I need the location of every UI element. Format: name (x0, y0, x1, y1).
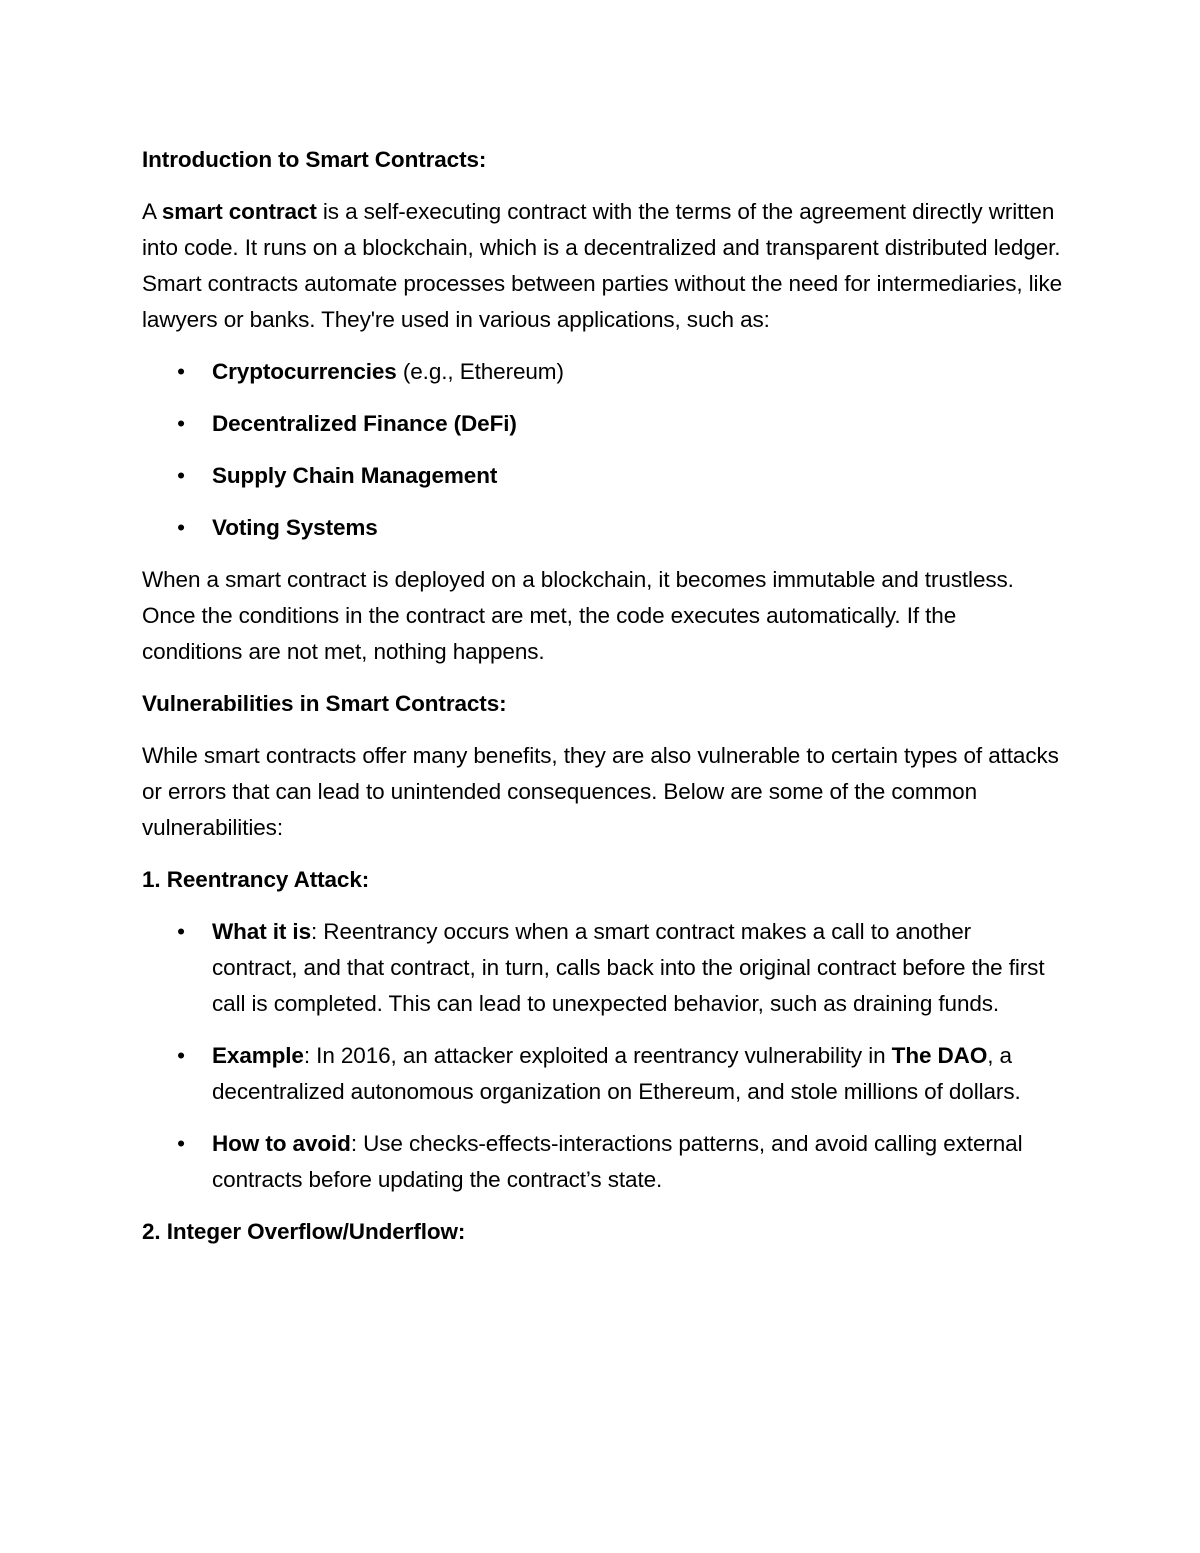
applications-list (142, 354, 1062, 546)
list-item-bold: Voting Systems (212, 515, 378, 540)
list-item-avoid (177, 1126, 1062, 1198)
vulnerabilities-paragraph: While smart contracts offer many benefits, they are also vulnerable to certain types of attacks or errors that can lead to unintended consequences. Below are some of the common vulnerabilities: (142, 743, 1059, 840)
list-item-bold: Decentralized Finance (DeFi) (212, 411, 517, 436)
intro-heading: Introduction to Smart Contracts: (142, 147, 487, 172)
bullet-icon: • (177, 1043, 185, 1068)
overflow-heading: 2. Integer Overflow/Underflow: (142, 1219, 466, 1244)
avoid-text: : Use checks-effects-interactions patterns, and avoid calling external contracts before updating the contract’s state. (212, 1131, 1023, 1192)
bullet-icon: • (177, 515, 185, 540)
what-label: What it is (212, 919, 311, 944)
vulnerabilities-heading: Vulnerabilities in Smart Contracts: (142, 691, 507, 716)
example-bold: The DAO (891, 1043, 988, 1068)
example-text: : In 2016, an attacker exploited a reentrancy vulnerability in (303, 1043, 892, 1068)
list-item (177, 510, 1062, 546)
what-text: : Reentrancy occurs when a smart contract makes a call to another contract, and that contract, in turn, calls back into the original contract before the first call is completed. This can lead to unexpected behavior, such as draining funds. (212, 919, 1045, 1016)
list-item-bold: Cryptocurrencies (212, 359, 397, 384)
bullet-icon: • (177, 359, 185, 384)
bullet-icon: • (177, 919, 185, 944)
deployment-paragraph: When a smart contract is deployed on a blockchain, it becomes immutable and trustless. Once the conditions in the contract are met, the code executes automatically. If the conditions are not met, nothing happens. (142, 567, 1014, 664)
list-item (177, 354, 1062, 390)
intro-paragraph (142, 194, 1062, 338)
example-label: Example (212, 1043, 304, 1068)
intro-paragraph-rest: is a self-executing contract with the terms of the agreement directly written into code. It runs on a blockchain, which is a decentralized and transparent distributed ledger. Smart contracts automate processes between parties without the need for intermediaries, like lawyers or banks. They're used in various applications, such as: (142, 199, 1063, 332)
list-item-bold: Supply Chain Management (212, 463, 498, 488)
list-item-what (177, 914, 1062, 1022)
list-item-text: (e.g., Ethereum) (396, 359, 564, 384)
avoid-label: How to avoid (212, 1131, 351, 1156)
bullet-icon: • (177, 411, 185, 436)
bullet-icon: • (177, 1131, 185, 1156)
list-item (177, 406, 1062, 442)
document-page (142, 142, 1062, 1266)
list-item (177, 458, 1062, 494)
bullet-icon: • (177, 463, 185, 488)
intro-paragraph-lead: A (142, 199, 162, 224)
reentrancy-heading: 1. Reentrancy Attack: (142, 867, 370, 892)
reentrancy-list (142, 914, 1062, 1198)
example-text-end: , a decentralized autonomous organization on Ethereum, and stole millions of dollars. (212, 1043, 1021, 1104)
intro-paragraph-bold: smart contract (161, 199, 317, 224)
list-item-example (177, 1038, 1062, 1110)
